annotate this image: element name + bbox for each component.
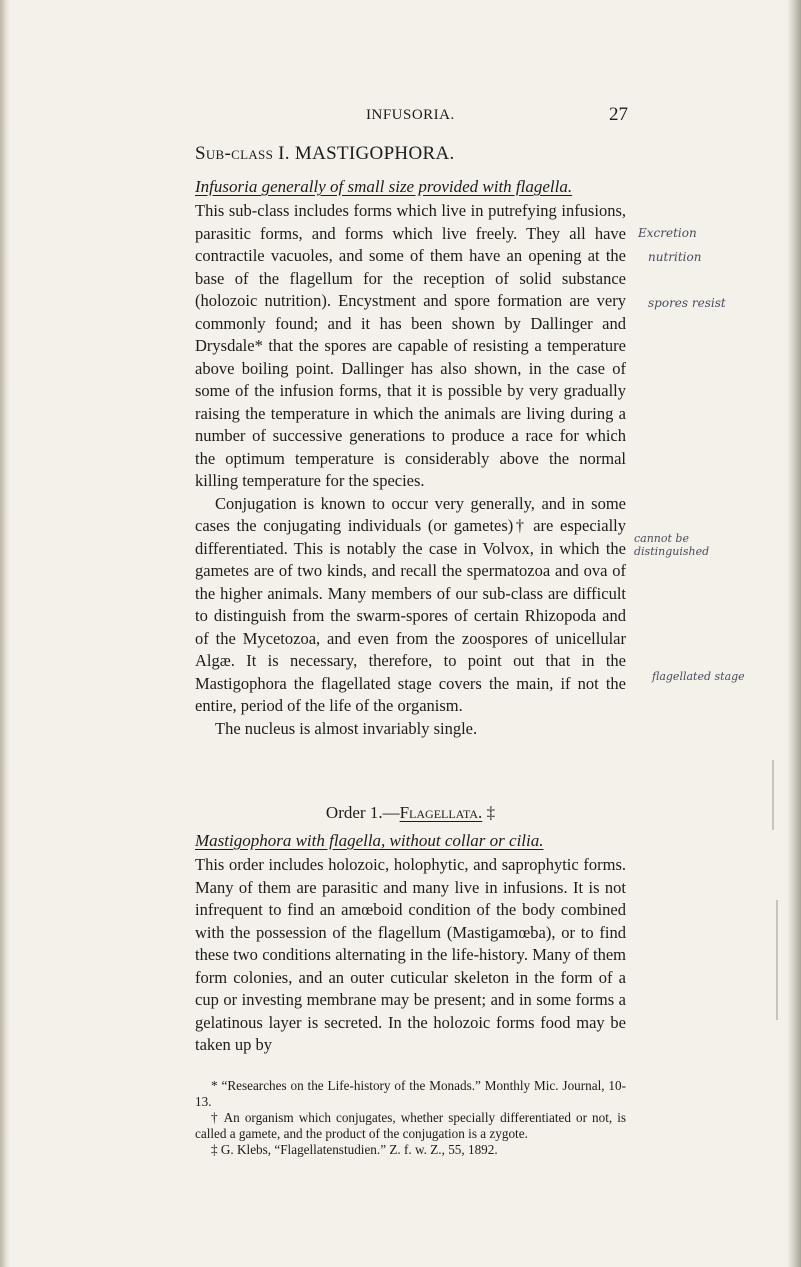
paragraph: Conjugation is known to occur very generally, and in some cases the conjugating individuals (or gametes)† are especially differentiated. This is notably the case in Volvox, in which the gametes are of two kinds, and recall the spermatozoa and ova of the higher animals. Many members of our sub-class are difficult to distinguish from the swarm-spores of certain Rhizopoda and of the Mycetozoa, and even from the zoospores of unicellular Algæ. It is necessary, therefore, to point out that in the Mastigophora the flagellated stage covers the main, if not the entire, period of the life of the organism.: [195, 493, 626, 715]
main-text: [195, 200, 626, 740]
handwritten-note: cannot be distinguished: [634, 532, 710, 558]
order-text: [195, 854, 626, 1057]
page-number: 27: [609, 104, 628, 125]
section-subtitle: Infusoria generally of small size provided with flagella.: [195, 177, 573, 196]
handwritten-note: flagellated stage: [652, 670, 745, 683]
page-right-edge: [787, 0, 801, 1267]
section-name: MASTIGOPHORA.: [294, 143, 455, 164]
paragraph: This sub-class includes forms which live in putrefying infusions, parasitic forms, and forms which live freely. They all have contractile vacuoles, and some of them have an opening at the base of the flagellum for the reception of solid substance (holozoic nutrition). Encystment and spore formation are very commonly found; and it has been shown by Dallinger and Drysdale* that the spores are capable of resisting a temperature above boiling point. Dallinger has also shown, in the case of some of the infusion forms, that it is possible by very gradually raising the temperature in which the animals are living during a number of successive generations to produce a race for which the optimum temperature is considerably above the normal killing temperature for the species.: [195, 201, 626, 490]
handwritten-note: Excretion: [638, 226, 697, 240]
order-name: Flagellata.: [399, 803, 483, 822]
order-subtitle: Mastigophora with flagella, without collar or cilia.: [195, 831, 544, 850]
footnotes: [195, 1078, 626, 1158]
handwritten-note: spores resist: [648, 296, 726, 310]
footnote: * “Researches on the Life-history of the Monads.” Monthly Mic. Journal, 10-13.: [195, 1078, 626, 1109]
section-heading: [195, 143, 455, 165]
paragraph: This order includes holozoic, holophytic, and saprophytic forms. Many of them are parasitic and many live in infusions. It is not infrequent to find an amœboid condition of the body combined with the possession of the flagellum (Mastigamœba), or to find these two conditions alternating in the life-history. Many of them form colonies, and an outer cuticular skeleton in the form of a cup or investing membrane may be present; and in some forms a gelatinous layer is secreted. In the holozoic forms food may be taken up by: [195, 855, 626, 1054]
footnote-mark: ‡: [486, 803, 496, 822]
footnote: † An organism which conjugates, whether specially differentiated or not, is called a gamete, and the product of the conjugation is a zygote.: [195, 1110, 626, 1141]
footnote: ‡ G. Klebs, “Flagellatenstudien.” Z. f. w. Z., 55, 1892.: [211, 1142, 498, 1157]
page-left-edge: [0, 0, 10, 1267]
section-prefix: Sub-class I.: [195, 143, 290, 164]
order-prefix: Order 1.—: [325, 803, 400, 822]
paragraph: The nucleus is almost invariably single.: [215, 718, 478, 738]
margin-mark: [776, 900, 778, 1020]
order-heading: [195, 803, 626, 823]
handwritten-note: nutrition: [648, 250, 702, 264]
margin-mark: [772, 760, 774, 830]
running-title: INFUSORIA.: [366, 107, 455, 123]
